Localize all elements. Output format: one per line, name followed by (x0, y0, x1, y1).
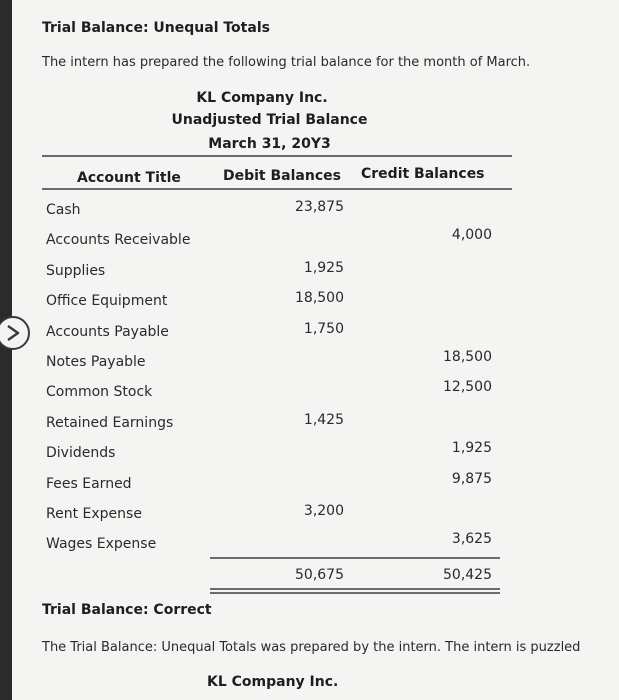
credit-balance: 3,625 (451, 531, 492, 548)
credit-balance: 9,875 (451, 470, 492, 487)
account-title: Accounts Receivable (46, 232, 191, 249)
credit-balance: 1,925 (451, 440, 492, 457)
account-title: Notes Payable (46, 354, 146, 370)
document-page (12, 0, 619, 700)
chevron-right-icon (6, 324, 20, 342)
company-name: KL Company Inc. (196, 90, 328, 106)
credit-balance: 18,500 (443, 349, 492, 365)
col-account-title: Account Title (77, 170, 181, 186)
totals-double-rule-1 (210, 588, 500, 590)
section2-note: The Trial Balance: Unequal Totals was prepared by the intern. The intern is puzzled (42, 640, 581, 655)
debit-balance: 3,200 (303, 503, 344, 519)
header-bottom-rule (42, 188, 512, 190)
account-title: Common Stock (46, 384, 153, 401)
account-title: Cash (46, 202, 81, 218)
totals-double-rule-2 (210, 592, 500, 594)
section-title-unequal: Trial Balance: Unequal Totals (42, 20, 270, 36)
debit-balance: 1,750 (303, 320, 344, 337)
totals-rule (210, 557, 500, 559)
account-title: Fees Earned (46, 475, 132, 492)
account-title: Supplies (46, 262, 106, 279)
credit-balance: 4,000 (451, 227, 492, 244)
report-name: Unadjusted Trial Balance (171, 112, 368, 128)
intro-text: The intern has prepared the following trial balance for the month of March. (42, 55, 531, 70)
debit-balance: 23,875 (295, 199, 344, 215)
account-title: Rent Expense (46, 506, 142, 522)
debit-balance: 1,925 (303, 259, 344, 276)
section-title-correct: Trial Balance: Correct (42, 602, 212, 618)
debit-balance: 18,500 (295, 290, 344, 307)
credit-balance: 12,500 (443, 379, 492, 396)
total-credit: 50,425 (443, 567, 492, 583)
debit-balance: 1,425 (303, 411, 344, 428)
col-credit-balances: Credit Balances (361, 166, 485, 182)
account-title: Retained Earnings (46, 414, 174, 431)
header-top-rule (42, 155, 512, 157)
account-title: Accounts Payable (46, 323, 169, 340)
report-date: March 31, 20Y3 (208, 136, 331, 152)
account-title: Office Equipment (46, 293, 168, 310)
section2-company: KL Company Inc. (207, 674, 339, 690)
col-debit-balances: Debit Balances (223, 168, 341, 184)
total-debit: 50,675 (295, 567, 344, 583)
account-title: Dividends (46, 445, 116, 462)
account-title: Wages Expense (46, 536, 157, 553)
